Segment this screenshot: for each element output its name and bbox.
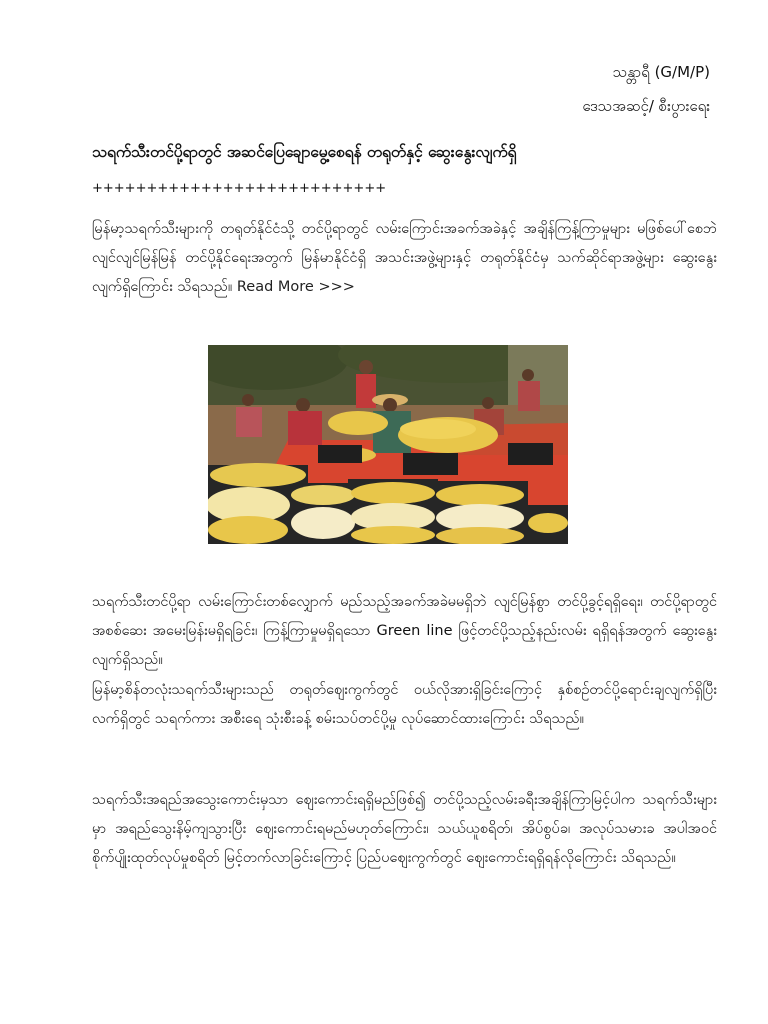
read-more-link[interactable]: Read More >>> <box>236 279 355 295</box>
body-paragraph-3: သရက်သီးအရည်အသွေးကောင်းမှသာ ဈေးကောင်းရရှိမည်ဖြစ်၍ တင်ပို့သည့်လမ်းခရီးအချိန်ကြာမြင့်ပါက သရက်သီးများမှာ အရည်သွေးနိမ့်ကျသွားပြီး ဈေးကောင်းရမည်မဟုတ်ကြောင်း၊ သယ်ယူစရိတ်၊ အိပ်စွပ်ခ၊ အလုပ်သမားခ အပါအဝင် စိုက်ပျိုးထုတ်လုပ်မှုစရိတ် မြင့်တက်လာခြင်းကြောင့် ပြည်ပဈေးကွက်တွင် ဈေးကောင်းရရှိရန်လိုကြောင်း သိရသည်။ <box>92 792 717 866</box>
mango-sorting-photo <box>208 345 568 544</box>
body-paragraph-2: မြန်မာ့စိန်တလုံးသရက်သီးများသည် တရုတ်ဈေးကွက်တွင် ဝယ်လိုအားရှိခြင်းကြောင့် နှစ်စဉ်တင်ပို့ရောင်းချလျက်ရှိပြီး လက်ရှိတွင် သရက်ကား အစီးရေ သုံးစီးခန့် စမ်းသပ်တင်ပို့မှု လုပ်ဆောင်ထားကြောင်း သိရသည်။ <box>92 682 717 727</box>
article-headline: သရက်သီးတင်ပို့ရာတွင် အဆင်ပြေချောမွေ့စေရန် တရုတ်နှင့် ဆွေးနွေးလျက်ရှိ <box>92 143 517 161</box>
intro-paragraph <box>92 215 717 302</box>
separator-line: +++++++++++++++++++++++++++ <box>92 181 387 196</box>
intro-text: မြန်မာ့သရက်သီးများကို တရုတ်နိုင်ငံသို့ တင်ပို့ရာတွင် လမ်းကြောင်းအခက်အခဲနှင့် အချိန်ကြန့်ကြာမှုများ မဖြစ်ပေါ်စေဘဲ လျင်လျင်မြန်မြန် တင်ပို့နိုင်ရေးအတွက် မြန်မာနိုင်ငံရှိ အသင်းအဖွဲ့များနှင့် တရုတ်နိုင်ငံမှ သက်ဆိုင်ရာအဖွဲ့များ ဆွေးနွေးလျက်ရှိကြောင်း သိရသည်။ <box>92 221 717 295</box>
byline-source: သန္တာရီ (G/M/P) <box>612 63 710 81</box>
body-paragraph-1: သရက်သီးတင်ပို့ရာ လမ်းကြောင်းတစ်လျှောက် မည်သည့်အခက်အခဲမမရှိဘဲ လျင်မြန်စွာ တင်ပို့ခွင့်ရရှိရေး၊ တင်ပို့ရာတွင် အစစ်ဆေး အမေးမြန်းမရှိရခြင်း၊ ကြန့်ကြာမှုမရှိရသော Green line ဖြင့်တင်ပို့သည့်နည်းလမ်း ရရှိရန်အတွက် ဆွေးနွေးလျက်ရှိသည်။ <box>92 594 717 668</box>
byline-section: ဒေသအဆင့်/ စီးပွားရေး <box>582 97 710 115</box>
